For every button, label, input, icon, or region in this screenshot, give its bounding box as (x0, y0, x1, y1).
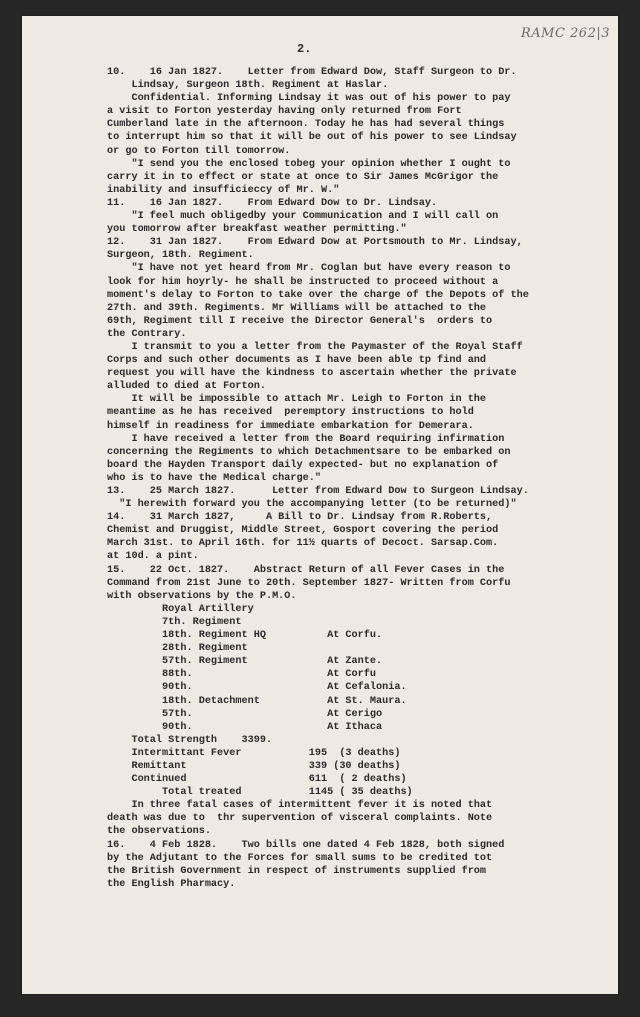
text-line: or go to Forton till tomorrow. (107, 145, 291, 157)
text-line: Intermittant Fever 195 (3 deaths) (107, 747, 401, 759)
text-line: "I have not yet heard from Mr. Coglan but have every reason to (107, 263, 511, 275)
text-line: Cumberland late in the afternoon. Today he has had several things (107, 119, 505, 131)
typed-page (22, 16, 618, 994)
text-line: you tomorrow after breakfast weather permitting." (107, 224, 407, 236)
typed-text-body (107, 66, 587, 891)
text-line: at 10d. a pint. (107, 551, 199, 563)
text-line: alluded to died at Forton. (107, 381, 266, 393)
text-line: Total treated 1145 ( 35 deaths) (107, 787, 413, 799)
text-line: 90th. At Cefalonia. (107, 682, 407, 694)
text-line: board the Hayden Transport daily expected- but no explanation of (107, 459, 499, 471)
text-line: the Contrary. (107, 328, 187, 340)
text-line: 7th. Regiment (107, 616, 242, 628)
text-line: "I herewith forward you the accompanying letter (to be returned)" (107, 499, 517, 511)
text-line: the British Government in respect of instruments supplied from (107, 865, 487, 877)
text-line: 14. 31 March 1827, A Bill to Dr. Lindsay from R.Roberts, (107, 512, 493, 524)
text-line: Corps and such other documents as I have been able tp find and (107, 355, 487, 367)
text-line: March 31st. to April 16th. for 11½ quarts of Decoct. Sarsap.Com. (107, 538, 499, 550)
text-line: It will be impossible to attach Mr. Leigh to Forton in the (107, 394, 487, 406)
text-line: Chemist and Druggist, Middle Street, Gosport covering the period (107, 525, 499, 537)
text-line: 11. 16 Jan 1827. From Edward Dow to Dr. Lindsay. (107, 197, 438, 209)
text-line: 10. 16 Jan 1827. Letter from Edward Dow, Staff Surgeon to Dr. (107, 67, 517, 78)
text-line: "I send you the enclosed tobeg your opinion whether I ought to (107, 158, 511, 170)
text-line: Royal Artillery (107, 603, 254, 615)
text-line: I transmit to you a letter from the Paymaster of the Royal Staff (107, 341, 523, 353)
text-line: 13. 25 March 1827. Letter from Edward Dow to Surgeon Lindsay. (107, 486, 529, 497)
text-line: Command from 21st June to 20th. September 1827- Written from Corfu (107, 577, 511, 589)
text-line: 57th. Regiment At Zante. (107, 656, 383, 668)
text-line: with observations by the P.M.O. (107, 590, 297, 602)
text-line: Remittant 339 (30 deaths) (107, 760, 401, 772)
text-line: 15. 22 Oct. 1827. Abstract Return of all Fever Cases in the (107, 564, 505, 576)
text-line: carry it in to effect or state at once to Sir James McGrigor the (107, 171, 499, 183)
text-line: meantime as he has received peremptory instructions to hold (107, 407, 474, 419)
text-line: 88th. At Corfu (107, 669, 376, 681)
text-line: In three fatal cases of intermittent fever it is noted that (107, 800, 493, 812)
text-line: 12. 31 Jan 1827. From Edward Dow at Portsmouth to Mr. Lindsay, (107, 237, 523, 249)
text-line: himself in readiness for immediate embarkation for Demerara. (107, 420, 474, 432)
text-line: by the Adjutant to the Forces for small sums to be credited tot (107, 852, 493, 864)
text-line: Confidential. Informing Lindsay it was out of his power to pay (107, 93, 511, 105)
text-line: 27th. and 39th. Regiments. Mr Williams will be attached to the (107, 302, 487, 314)
text-line: 28th. Regiment (107, 643, 248, 655)
text-line: look for him hoyrly- he shall be instructed to proceed without a (107, 276, 499, 288)
text-line: the English Pharmacy. (107, 878, 236, 890)
text-line: to interrupt him so that it will be out of his power to see Lindsay (107, 132, 517, 144)
text-line: a visit to Forton yesterday having only returned from Fort (107, 106, 462, 118)
text-line: 16. 4 Feb 1828. Two bills one dated 4 Feb 1828, both signed (107, 839, 505, 851)
text-line: "I feel much obligedby your Communication and I will call on (107, 211, 499, 223)
archive-reference: RAMC 262|3 (520, 26, 610, 41)
text-line: 18th. Regiment HQ At Corfu. (107, 630, 383, 642)
text-line: 57th. At Cerigo (107, 708, 383, 720)
text-line: moment's delay to Forton to take over the charge of the Depots of the (107, 289, 529, 301)
text-line: Surgeon, 18th. Regiment. (107, 250, 254, 262)
page-number: 2. (297, 42, 312, 56)
text-line: who is to have the Medical charge." (107, 472, 321, 484)
text-line: 18th. Detachment At St. Maura. (107, 695, 407, 707)
text-line: concerning the Regiments to which Detachmentsare to be embarked on (107, 446, 511, 458)
text-line: Lindsay, Surgeon 18th. Regiment at Haslar. (107, 80, 389, 92)
text-line: inability and insufficieccy of Mr. W." (107, 184, 340, 196)
text-line: death was due to thr supervention of visceral complaints. Note (107, 813, 493, 825)
text-line: 69th, Regiment till I receive the Director General's orders to (107, 315, 493, 327)
text-line: Total Strength 3399. (107, 734, 273, 746)
text-line: the observations. (107, 826, 211, 838)
text-line: I have received a letter from the Board requiring infirmation (107, 433, 505, 445)
text-line: 90th. At Ithaca (107, 721, 383, 733)
text-line: Continued 611 ( 2 deaths) (107, 774, 407, 786)
text-line: request you will have the kindness to ascertain whether the private (107, 368, 517, 380)
